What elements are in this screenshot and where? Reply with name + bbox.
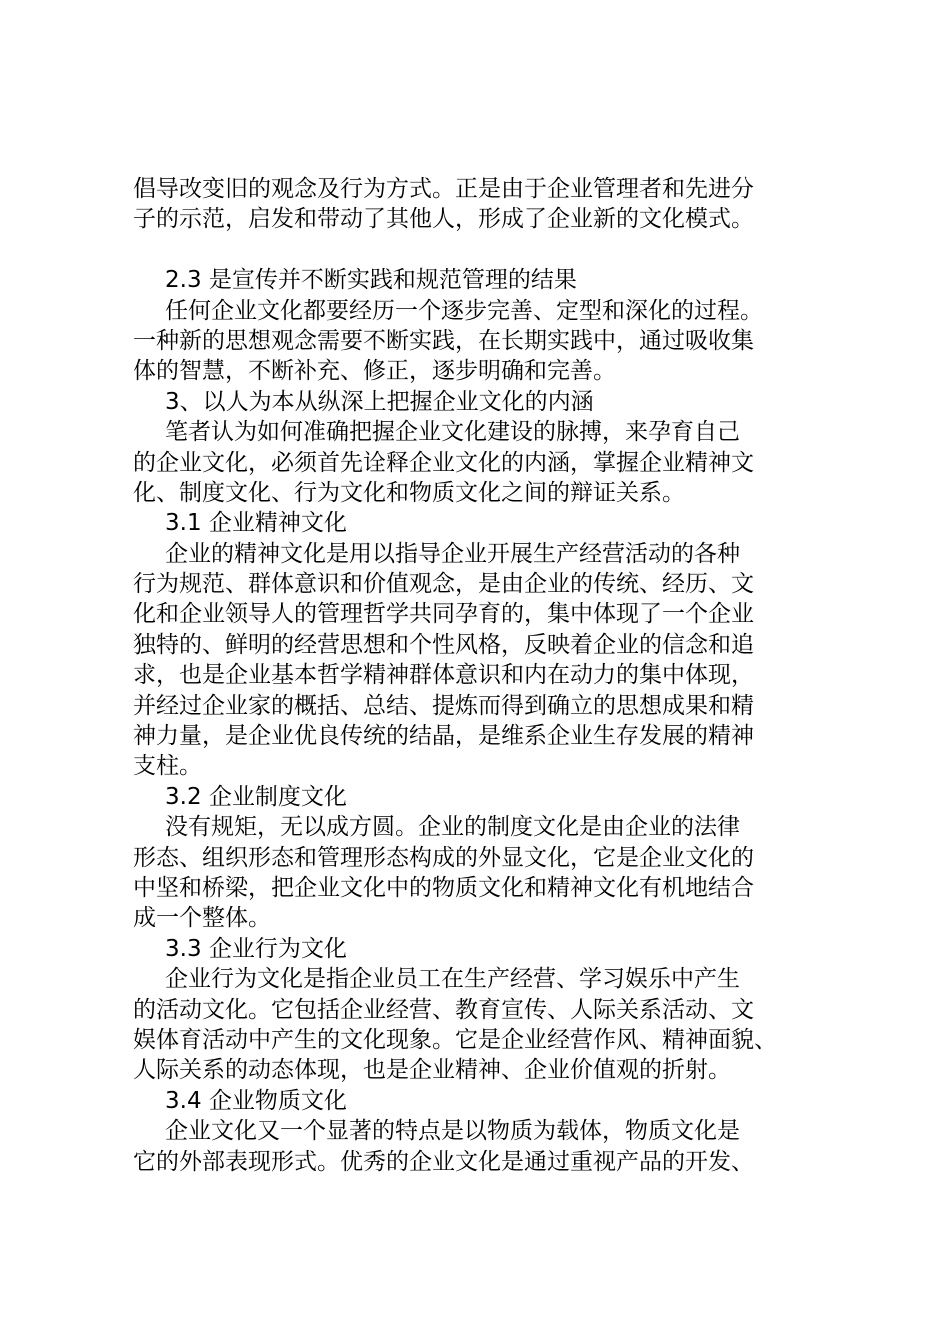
text-line: 独特的、鲜明的经营思想和个性风格，反映着企业的信念和追: [133, 631, 754, 658]
text-line: 体的智慧，不断补充、修正，逐步明确和完善。: [133, 358, 616, 385]
text-line: 它的外部表现形式。优秀的企业文化是通过重视产品的开发、: [133, 1148, 754, 1175]
text-line: 一种新的思想观念需要不断实践，在长期实践中，通过吸收集: [133, 327, 754, 354]
text-line: 企业文化又一个显著的特点是以物质为载体，物质文化是: [165, 1118, 740, 1145]
body-text: [133, 174, 853, 1177]
paragraph-gap: [133, 235, 853, 265]
text-line: 形态、组织形态和管理形态构成的外显文化，它是企业文化的: [133, 844, 754, 871]
text-line: 人际关系的动态体现，也是企业精神、企业价值观的折射。: [133, 1057, 731, 1084]
text-line: 笔者认为如何准确把握企业文化建设的脉搏，来孕育自己: [165, 419, 740, 446]
text-line: 神力量，是企业优良传统的结晶，是维系企业生存发展的精神: [133, 723, 754, 750]
text-line: 的活动文化。它包括企业经营、教育宣传、人际关系活动、文: [133, 996, 754, 1023]
text-line: 子的示范，启发和带动了其他人，形成了企业新的文化模式。: [133, 206, 754, 233]
section-heading-3-2: 3.2 企业制度文化: [165, 783, 347, 810]
text-line: 的企业文化，必须首先诠释企业文化的内涵，掌握企业精神文: [133, 449, 754, 476]
text-line: 倡导改变旧的观念及行为方式。正是由于企业管理者和先进分: [133, 176, 754, 202]
text-line: 支柱。: [133, 753, 202, 780]
text-line: 行为规范、群体意识和价值观念，是由企业的传统、经历、文: [133, 571, 754, 598]
section-heading-3-1: 3.1 企业精神文化: [165, 510, 347, 537]
text-line: 企业行为文化是指企业员工在生产经营、学习娱乐中产生: [165, 966, 740, 993]
text-line: 化和企业领导人的管理哲学共同孕育的，集中体现了一个企业: [133, 601, 754, 628]
section-heading-3-3: 3.3 企业行为文化: [165, 935, 347, 962]
text-line: 化、制度文化、行为文化和物质文化之间的辩证关系。: [133, 479, 685, 506]
section-heading-3-4: 3.4 企业物质文化: [165, 1087, 347, 1114]
text-line: 成一个整体。: [133, 905, 271, 932]
text-line: 企业的精神文化是用以指导企业开展生产经营活动的各种: [165, 540, 740, 567]
section-heading-2-3: 2.3 是宣传并不断实践和规范管理的结果: [165, 267, 577, 294]
text-line: 娱体育活动中产生的文化现象。它是企业经营作风、精神面貌、: [133, 1026, 777, 1053]
text-line: 中坚和桥梁，把企业文化中的物质文化和精神文化有机地结合: [133, 874, 754, 901]
section-heading-3: 3、以人为本从纵深上把握企业文化的内涵: [165, 388, 594, 415]
text-line: 没有规矩，无以成方圆。企业的制度文化是由企业的法律: [165, 814, 740, 841]
text-line: 并经过企业家的概括、总结、提炼而得到确立的思想成果和精: [133, 692, 754, 719]
text-line: 求，也是企业基本哲学精神群体意识和内在动力的集中体现，: [133, 662, 754, 689]
text-line: 任何企业文化都要经历一个逐步完善、定型和深化的过程。: [165, 297, 763, 324]
